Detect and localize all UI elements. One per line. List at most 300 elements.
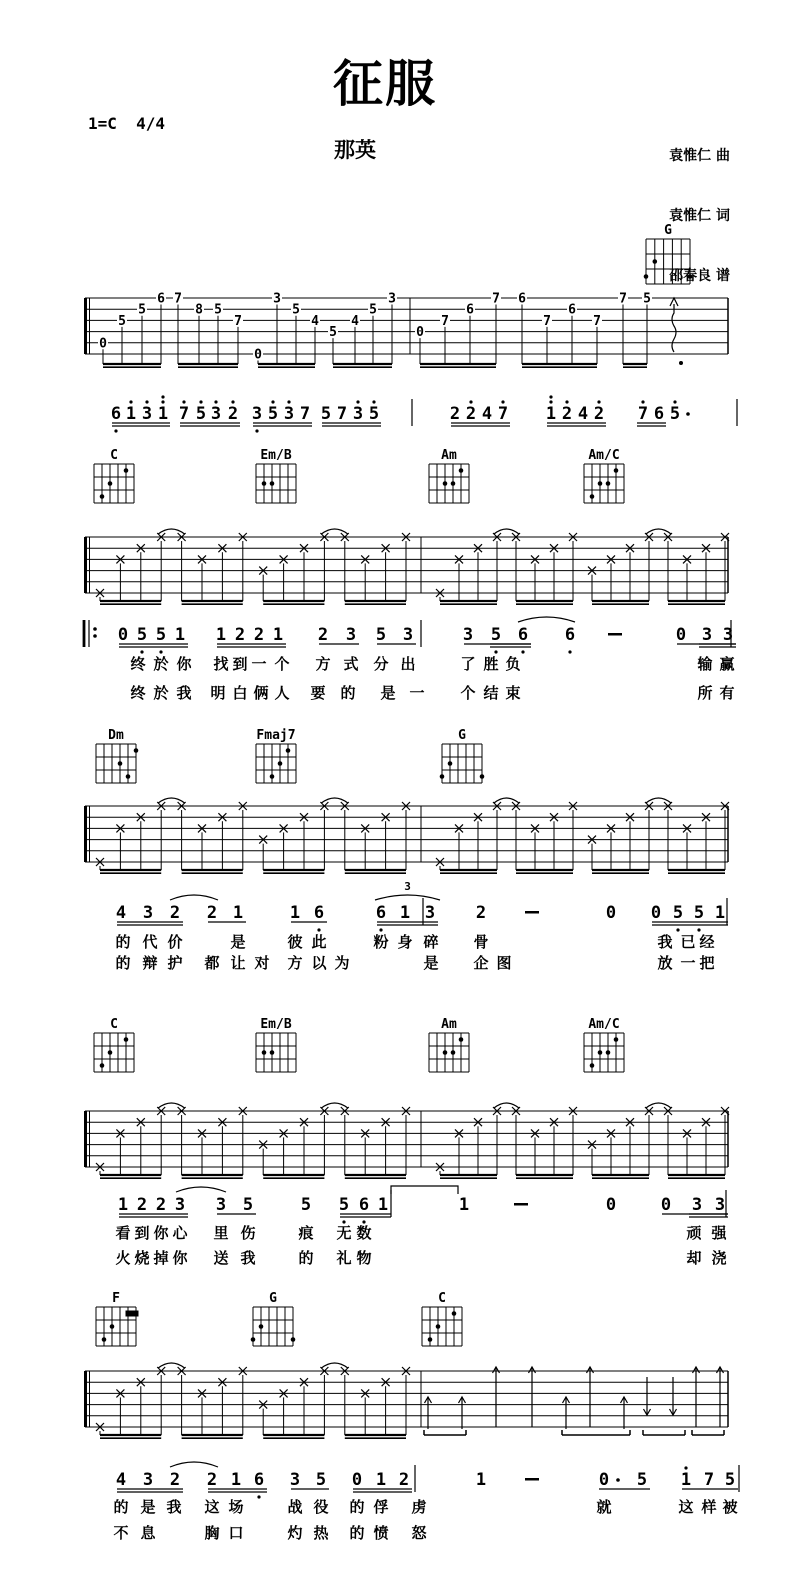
octave-dot-above bbox=[684, 1466, 687, 1469]
tie-arc bbox=[158, 798, 184, 803]
jianpu-number: 6 bbox=[253, 1470, 265, 1490]
jianpu-number: 2 bbox=[253, 625, 265, 645]
lyric-char: 经 bbox=[699, 933, 715, 951]
lyric-char: 烧 bbox=[134, 1249, 150, 1267]
chord-dot bbox=[108, 481, 113, 486]
jianpu-number: 5 bbox=[669, 404, 681, 424]
chord-label: Em/B bbox=[260, 1017, 292, 1032]
tie-arc bbox=[321, 798, 347, 803]
lyric-char: 里 bbox=[213, 1224, 229, 1242]
jianpu-number: 1 bbox=[714, 903, 726, 923]
chord-dot bbox=[614, 468, 619, 473]
song-title: 征服 bbox=[333, 55, 437, 113]
lyric-char: 到 bbox=[134, 1224, 150, 1242]
jianpu-number: 4 bbox=[481, 404, 493, 424]
tab-note: 7 bbox=[619, 291, 627, 307]
tie-arc bbox=[158, 1363, 184, 1368]
lyric-char: 出 bbox=[400, 655, 416, 673]
jianpu-number: 2 bbox=[206, 1470, 218, 1490]
lyric-char: 护 bbox=[167, 954, 183, 972]
chord-dot bbox=[606, 481, 611, 486]
lyric-char: 对 bbox=[254, 954, 270, 972]
lyric-char: 个 bbox=[274, 655, 290, 673]
jianpu-dash bbox=[514, 1203, 528, 1206]
jianpu-number: 5 bbox=[490, 625, 502, 645]
octave-dot-below bbox=[521, 650, 524, 653]
lyric-char: 所 bbox=[697, 684, 713, 702]
chord-dot bbox=[606, 1050, 611, 1055]
tab-note: 7 bbox=[593, 313, 601, 329]
jianpu-number: 2 bbox=[317, 625, 329, 645]
credits-block bbox=[669, 106, 730, 326]
lyric-char: 把 bbox=[699, 954, 715, 972]
chord-label: Em/B bbox=[260, 448, 292, 463]
tie-arc bbox=[494, 529, 519, 534]
lyric-char: 我 bbox=[240, 1249, 256, 1267]
lyric-char: 结 bbox=[483, 684, 499, 702]
chord-diagram-Em-B bbox=[256, 448, 296, 503]
lyric-char: 我 bbox=[657, 933, 673, 951]
lyric-char: 都 bbox=[204, 954, 220, 972]
credit-arranger: 邵春良 谱 bbox=[669, 268, 730, 284]
chord-label: Dm bbox=[108, 728, 124, 743]
octave-dot-above bbox=[129, 400, 132, 403]
chord-label: Am/C bbox=[588, 448, 620, 463]
chord-dot bbox=[124, 468, 129, 473]
lyric-char: 白 bbox=[232, 684, 248, 702]
strum-staff bbox=[85, 1103, 729, 1178]
tie-arc bbox=[646, 798, 671, 803]
chord-diagram-Em-B bbox=[256, 1017, 296, 1072]
tab-staff bbox=[85, 292, 728, 368]
lyric-char: 伤 bbox=[240, 1224, 256, 1242]
lyric-char: 样 bbox=[701, 1498, 717, 1516]
jianpu-number: 5 bbox=[672, 903, 684, 923]
jianpu-number: 2 bbox=[227, 404, 239, 424]
jianpu-number: 6 bbox=[564, 625, 576, 645]
lyric-char: 身 bbox=[397, 933, 413, 951]
octave-dot-above bbox=[565, 400, 568, 403]
lyrics-row bbox=[130, 684, 734, 702]
lyrics-row bbox=[115, 954, 714, 972]
lyrics-row bbox=[115, 1224, 727, 1242]
octave-dot-above bbox=[549, 395, 552, 398]
jianpu-number: 0 bbox=[605, 903, 617, 923]
jianpu-number: 2 bbox=[465, 404, 477, 424]
jianpu-number: 5 bbox=[315, 1470, 327, 1490]
jianpu-number: 4 bbox=[577, 404, 589, 424]
lyric-char: 方 bbox=[315, 655, 331, 673]
lyric-char: 个 bbox=[460, 684, 476, 702]
lyric-char: 送 bbox=[213, 1249, 229, 1267]
lyric-char: 了 bbox=[460, 655, 476, 673]
chord-dot bbox=[291, 1337, 296, 1342]
tab-note: 4 bbox=[311, 313, 319, 329]
jianpu-number: 3 bbox=[251, 404, 263, 424]
chord-barre bbox=[126, 1311, 139, 1317]
jianpu-dash bbox=[525, 1478, 539, 1481]
tab-note: 5 bbox=[214, 302, 222, 318]
lyrics-row bbox=[130, 655, 734, 673]
lyric-char: 掉 bbox=[153, 1249, 169, 1267]
octave-dot-above bbox=[161, 395, 164, 398]
octave-dot-above bbox=[597, 400, 600, 403]
jianpu-number: 3 bbox=[174, 1195, 186, 1215]
artist-name: 那英 bbox=[334, 138, 376, 162]
octave-dot-above bbox=[641, 400, 644, 403]
chord-diagram-G bbox=[251, 1291, 296, 1346]
jianpu-number: 0 bbox=[117, 625, 129, 645]
chord-dot bbox=[443, 1050, 448, 1055]
jianpu-number: 3 bbox=[691, 1195, 703, 1215]
jianpu-number: 1 bbox=[117, 1195, 129, 1215]
chord-dot bbox=[459, 468, 464, 473]
lyric-char: 的 bbox=[115, 954, 131, 972]
tie-arc bbox=[646, 529, 671, 534]
jianpu-number: 5 bbox=[136, 625, 148, 645]
octave-dot-below bbox=[255, 429, 258, 432]
lyric-char: 一 bbox=[680, 954, 696, 972]
octave-dot-above bbox=[356, 400, 359, 403]
tab-note: 5 bbox=[292, 302, 300, 318]
lyric-char: 找 bbox=[213, 655, 229, 673]
lyric-char: 是 bbox=[380, 684, 396, 702]
jianpu-number: 1 bbox=[230, 1470, 242, 1490]
tab-note: 5 bbox=[643, 291, 651, 307]
jianpu-number: 3 bbox=[141, 404, 153, 424]
lyric-char: 代 bbox=[142, 933, 158, 951]
jianpu-number: 1 bbox=[289, 903, 301, 923]
octave-dot-above bbox=[182, 400, 185, 403]
lyric-char: 愤 bbox=[373, 1524, 389, 1542]
jianpu-tie bbox=[170, 1462, 218, 1467]
chord-diagram-Am bbox=[429, 1017, 469, 1072]
jianpu-number: 1 bbox=[215, 625, 227, 645]
jianpu-number: 5 bbox=[636, 1470, 648, 1490]
chord-dot bbox=[278, 761, 283, 766]
lyric-char: 终 bbox=[130, 655, 146, 673]
jianpu-row bbox=[116, 880, 728, 932]
octave-dot-below bbox=[140, 650, 143, 653]
jianpu-number: 6 bbox=[313, 903, 325, 923]
tab-note: 0 bbox=[99, 336, 107, 352]
jianpu-number: 2 bbox=[169, 903, 181, 923]
lyric-char: 要 bbox=[310, 684, 326, 702]
tab-note: 7 bbox=[174, 291, 182, 307]
key-signature: 1=C 4/4 bbox=[88, 114, 166, 133]
tab-note: 0 bbox=[416, 325, 424, 341]
jianpu-tie bbox=[375, 895, 440, 900]
lyric-char: 终 bbox=[130, 684, 146, 702]
chord-label: Am/C bbox=[588, 1017, 620, 1032]
jianpu-number: 1 bbox=[125, 404, 137, 424]
chord-dot bbox=[262, 481, 267, 486]
lyric-char: 碎 bbox=[423, 933, 439, 951]
strum-staff bbox=[85, 1363, 728, 1438]
lyric-char: 骨 bbox=[473, 933, 489, 951]
jianpu-number: 2 bbox=[475, 903, 487, 923]
chord-dot bbox=[644, 274, 649, 279]
jianpu-dash bbox=[525, 911, 539, 914]
jianpu-number: 3 bbox=[424, 903, 436, 923]
lyric-char: 方 bbox=[287, 954, 303, 972]
lyric-char: 束 bbox=[505, 684, 521, 702]
jianpu-number: 1 bbox=[680, 1470, 692, 1490]
tab-note: 5 bbox=[138, 302, 146, 318]
lyric-char: 数 bbox=[356, 1224, 372, 1242]
chord-diagram-Am-C bbox=[584, 1017, 624, 1072]
lyric-char: 於 bbox=[153, 655, 169, 673]
chord-dot bbox=[443, 481, 448, 486]
octave-dot-below bbox=[114, 429, 117, 432]
jianpu-number: 5 bbox=[368, 404, 380, 424]
chord-diagram-Am-C bbox=[584, 448, 624, 503]
tab-note: 7 bbox=[234, 313, 242, 329]
end-dot bbox=[679, 361, 683, 365]
tab-note: 5 bbox=[329, 325, 337, 341]
lyric-char: 痕 bbox=[298, 1224, 314, 1242]
chord-label: Am bbox=[441, 448, 457, 463]
chord-label: C bbox=[438, 1291, 446, 1306]
jianpu-row bbox=[118, 1186, 728, 1224]
lyric-char: 负 bbox=[505, 655, 521, 673]
chord-dot bbox=[134, 748, 139, 753]
octave-dot-above bbox=[161, 400, 164, 403]
octave-dot-below bbox=[697, 928, 700, 931]
lyric-char: 的 bbox=[113, 1498, 129, 1516]
jianpu-number: 2 bbox=[449, 404, 461, 424]
lyric-char: 一 bbox=[409, 684, 425, 702]
chord-diagram-Dm bbox=[96, 728, 138, 783]
tab-note: 7 bbox=[492, 291, 500, 307]
lyric-char: 浇 bbox=[711, 1249, 727, 1267]
jianpu-number: 3 bbox=[701, 625, 713, 645]
octave-dot-below bbox=[379, 928, 382, 931]
octave-dot-above bbox=[549, 400, 552, 403]
lyric-char: 胸 bbox=[204, 1524, 220, 1542]
jianpu-number: 0 bbox=[675, 625, 687, 645]
lyric-char: 输 bbox=[697, 655, 713, 673]
tab-note: 6 bbox=[568, 302, 576, 318]
lyric-char: 就 bbox=[596, 1498, 612, 1516]
chord-dot bbox=[110, 1324, 115, 1329]
lyric-char: 以 bbox=[311, 954, 327, 972]
lyric-char: 是 bbox=[423, 954, 439, 972]
repeat-dot bbox=[93, 634, 97, 638]
chord-label: G bbox=[269, 1291, 277, 1306]
lyric-char: 顽 bbox=[686, 1224, 702, 1242]
chord-dot bbox=[102, 1337, 107, 1342]
lyric-char: 你 bbox=[176, 655, 192, 673]
jianpu-number: 3 bbox=[402, 625, 414, 645]
octave-dot-below bbox=[257, 1495, 260, 1498]
tie-arc bbox=[321, 1103, 347, 1108]
jianpu-number: 6 bbox=[517, 625, 529, 645]
chord-label: C bbox=[110, 1017, 118, 1032]
chord-label: G bbox=[458, 728, 466, 743]
tab-note: 3 bbox=[273, 291, 281, 307]
tab-note: 3 bbox=[388, 291, 396, 307]
chord-diagram-G bbox=[440, 728, 485, 783]
octave-dot-above bbox=[372, 400, 375, 403]
jianpu-row bbox=[84, 617, 736, 654]
jianpu-number: 5 bbox=[300, 1195, 312, 1215]
lyric-char: 火 bbox=[115, 1249, 131, 1267]
lyric-char: 这 bbox=[204, 1498, 220, 1516]
lyric-char: 已 bbox=[680, 933, 696, 951]
octave-dot-below bbox=[317, 928, 320, 931]
lyric-char: 息 bbox=[140, 1524, 156, 1542]
chord-diagram-C bbox=[94, 448, 134, 503]
jianpu-number: 0 bbox=[650, 903, 662, 923]
lyric-char: 赢 bbox=[719, 655, 735, 673]
chord-label: Fmaj7 bbox=[256, 728, 296, 743]
lyric-char: 我 bbox=[166, 1498, 182, 1516]
lyric-char: 胜 bbox=[483, 655, 499, 673]
lyric-char: 的 bbox=[340, 684, 356, 702]
chord-label: C bbox=[110, 448, 118, 463]
jianpu-number: 3 bbox=[142, 1470, 154, 1490]
jianpu-number: 1 bbox=[232, 903, 244, 923]
chord-dot bbox=[126, 774, 131, 779]
jianpu-aug-dot bbox=[616, 1478, 620, 1482]
jianpu-number: 1 bbox=[174, 625, 186, 645]
lyric-char: 这 bbox=[678, 1498, 694, 1516]
chord-diagram-F bbox=[96, 1291, 139, 1346]
jianpu-number: 0 bbox=[598, 1470, 610, 1490]
jianpu-number: 2 bbox=[155, 1195, 167, 1215]
chord-diagram-Am bbox=[429, 448, 469, 503]
jianpu-row bbox=[111, 395, 737, 432]
jianpu-number: 2 bbox=[561, 404, 573, 424]
lyric-char: 人 bbox=[274, 684, 290, 702]
chord-dot bbox=[590, 1063, 595, 1068]
credit-lyricist: 袁惟仁 词 bbox=[669, 208, 730, 224]
jianpu-tie bbox=[176, 1187, 226, 1192]
lyrics-row bbox=[115, 933, 714, 951]
octave-dot-below bbox=[676, 928, 679, 931]
tie-arc bbox=[158, 529, 184, 534]
jianpu-aug-dot bbox=[686, 412, 690, 416]
lyric-char: 企 bbox=[473, 954, 489, 972]
jianpu-number: 7 bbox=[178, 404, 190, 424]
tab-note: 0 bbox=[254, 347, 262, 363]
jianpu-number: 6 bbox=[653, 404, 665, 424]
chord-dot bbox=[428, 1337, 433, 1342]
jianpu-number: 3 bbox=[142, 903, 154, 923]
jianpu-number: 1 bbox=[458, 1195, 470, 1215]
tab-note: 5 bbox=[369, 302, 377, 318]
lyric-char: 是 bbox=[140, 1498, 156, 1516]
chord-dot bbox=[108, 1050, 113, 1055]
tuplet-label: 3 bbox=[404, 880, 411, 893]
jianpu-number: 1 bbox=[399, 903, 411, 923]
octave-dot-below bbox=[568, 650, 571, 653]
jianpu-number: 2 bbox=[593, 404, 605, 424]
jianpu-number: 1 bbox=[375, 1470, 387, 1490]
lyric-char: 物 bbox=[356, 1249, 372, 1267]
jianpu-number: 5 bbox=[155, 625, 167, 645]
lyric-char: 的 bbox=[349, 1498, 365, 1516]
octave-dot-above bbox=[469, 400, 472, 403]
jianpu-number: 3 bbox=[722, 625, 734, 645]
jianpu-number: 2 bbox=[398, 1470, 410, 1490]
lyric-char: 有 bbox=[719, 684, 735, 702]
chord-dot bbox=[436, 1324, 441, 1329]
jianpu-number: 2 bbox=[234, 625, 246, 645]
chord-dot bbox=[451, 481, 456, 486]
tab-note: 8 bbox=[195, 302, 203, 318]
chord-dot bbox=[118, 761, 123, 766]
lyric-char: 我 bbox=[176, 684, 192, 702]
lyric-char: 无 bbox=[336, 1224, 352, 1242]
octave-dot-above bbox=[199, 400, 202, 403]
tie-arc bbox=[321, 1363, 347, 1368]
chord-dot bbox=[598, 481, 603, 486]
tab-note: 4 bbox=[351, 313, 359, 329]
jianpu-number: 5 bbox=[375, 625, 387, 645]
octave-dot-above bbox=[501, 400, 504, 403]
jianpu-number: 2 bbox=[169, 1470, 181, 1490]
chord-dot bbox=[259, 1324, 264, 1329]
lyric-char: 灼 bbox=[287, 1524, 303, 1542]
jianpu-number: 0 bbox=[660, 1195, 672, 1215]
jianpu-number: 5 bbox=[195, 404, 207, 424]
jianpu-number: 7 bbox=[637, 404, 649, 424]
lyrics-row bbox=[115, 1249, 726, 1267]
chord-dot bbox=[614, 1037, 619, 1042]
tie-arc bbox=[494, 798, 519, 803]
jianpu-number: 4 bbox=[115, 1470, 127, 1490]
strum-staff bbox=[85, 798, 729, 873]
jianpu-number: 3 bbox=[714, 1195, 726, 1215]
jianpu-number: 0 bbox=[351, 1470, 363, 1490]
lyric-char: 却 bbox=[686, 1249, 702, 1267]
tie-arc bbox=[646, 1103, 671, 1108]
chord-dot bbox=[262, 1050, 267, 1055]
jianpu-number: 5 bbox=[724, 1470, 736, 1490]
jianpu-number: 5 bbox=[320, 404, 332, 424]
chord-dot bbox=[653, 259, 658, 264]
lyric-char: 分 bbox=[373, 655, 389, 673]
octave-dot-below bbox=[159, 650, 162, 653]
jianpu-number: 5 bbox=[338, 1195, 350, 1215]
chord-dot bbox=[480, 774, 485, 779]
tie-arc bbox=[321, 529, 347, 534]
tab-note: 5 bbox=[118, 313, 126, 329]
lyric-char: 彼 bbox=[287, 933, 303, 951]
lyric-char: 让 bbox=[230, 954, 246, 972]
lyric-char: 不 bbox=[113, 1524, 129, 1542]
jianpu-number: 3 bbox=[215, 1195, 227, 1215]
jianpu-number: 0 bbox=[605, 1195, 617, 1215]
lyric-char: 粉 bbox=[373, 933, 389, 951]
jianpu-dash bbox=[608, 633, 622, 636]
jianpu-number: 1 bbox=[475, 1470, 487, 1490]
lyric-char: 放 bbox=[657, 954, 673, 972]
lyric-char: 的 bbox=[349, 1524, 365, 1542]
chord-dot bbox=[100, 1063, 105, 1068]
octave-dot-below bbox=[494, 650, 497, 653]
jianpu-number: 3 bbox=[462, 625, 474, 645]
lyric-char: 礼 bbox=[336, 1249, 352, 1267]
jianpu-number: 6 bbox=[358, 1195, 370, 1215]
jianpu-number: 3 bbox=[345, 625, 357, 645]
lyric-char: 怒 bbox=[411, 1524, 427, 1542]
chord-dot bbox=[448, 761, 453, 766]
lyric-char: 看 bbox=[115, 1224, 131, 1242]
jianpu-number: 3 bbox=[289, 1470, 301, 1490]
